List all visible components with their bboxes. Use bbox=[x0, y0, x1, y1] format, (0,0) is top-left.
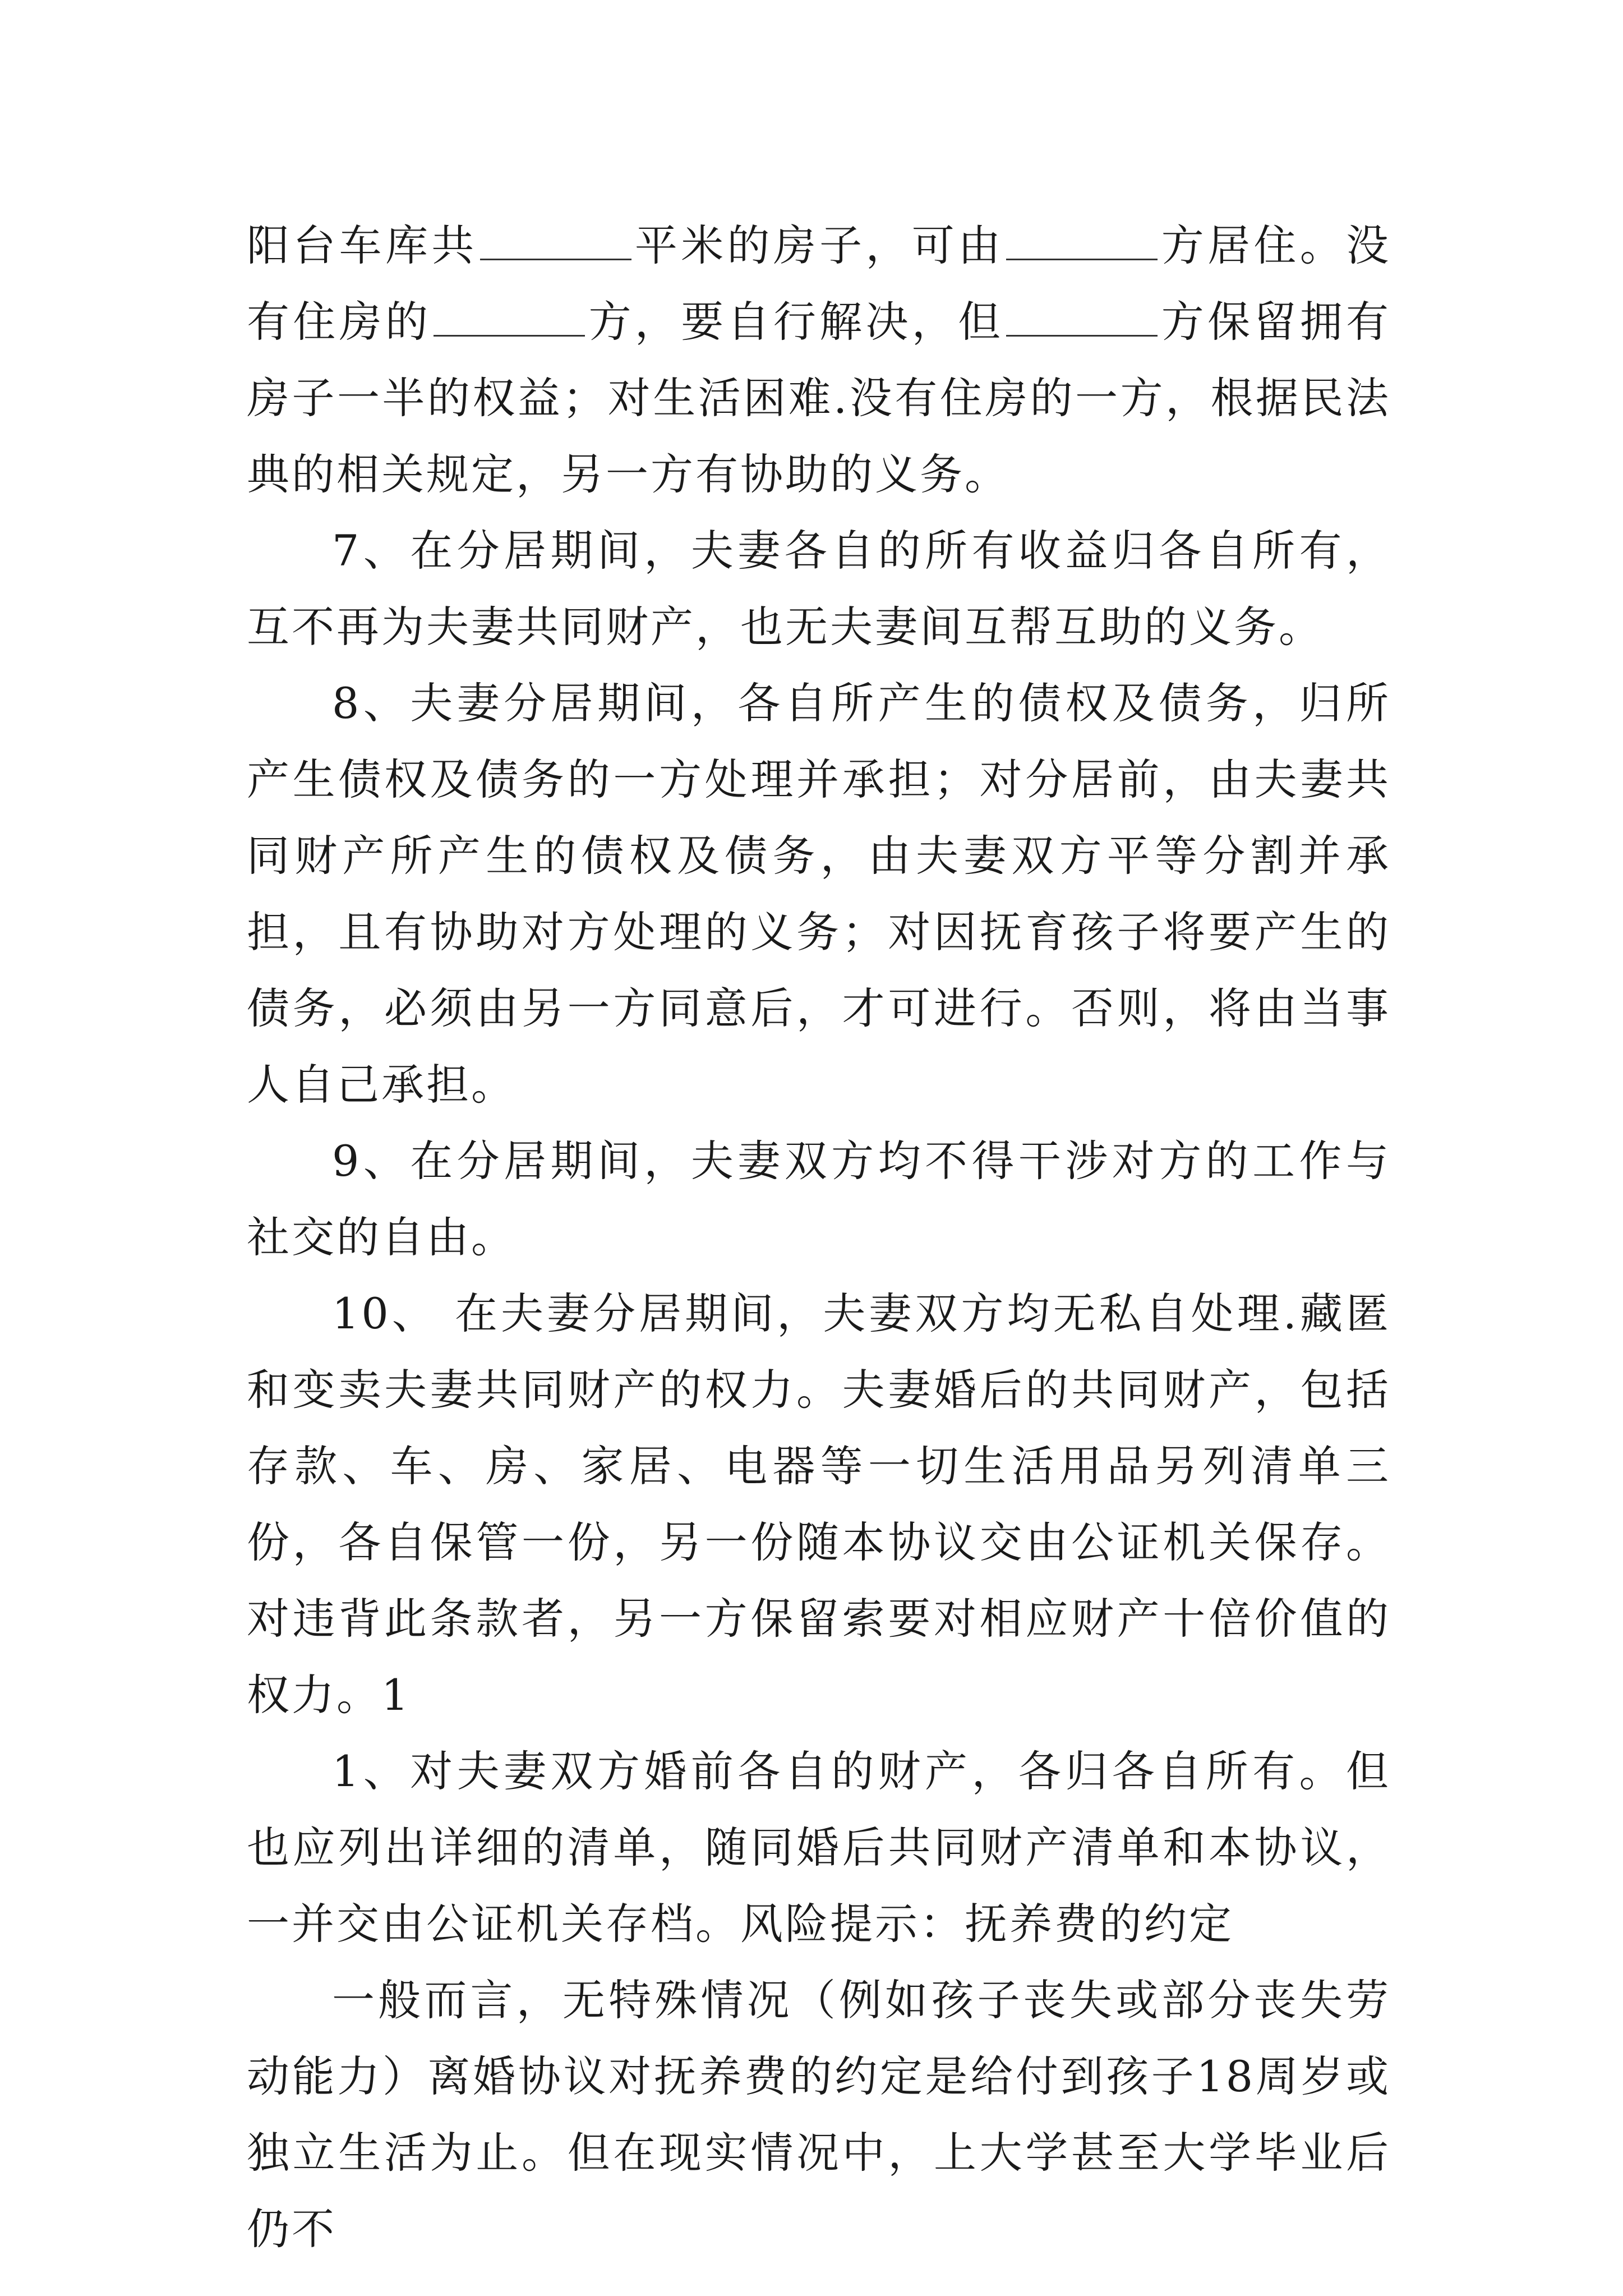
fill-in-blank bbox=[1006, 301, 1158, 337]
paragraph-p-8 bbox=[247, 665, 1391, 1123]
paragraph-p-housing bbox=[247, 208, 1391, 513]
fill-in-blank bbox=[480, 225, 631, 260]
paragraph-text: 方居住。没有住房的 bbox=[247, 220, 1391, 347]
paragraph-p-11 bbox=[247, 1733, 1391, 1962]
paragraph-p-7 bbox=[247, 513, 1391, 665]
paragraph-text: 平米的房子，可由 bbox=[633, 220, 1004, 270]
paragraph-text: 8、夫妻分居期间，各自所产生的债权及债务，归所产生债权及债务的一方处理并承担；对分居前，由夫妻共同财产所产生的债权及债务，由夫妻双方平等分割并承担，且有协助对方处理的义务；对因抚育孩子将要产生的债务，必须由另一方同意后，才可进行。否则，将由当事人自己承担。 bbox=[247, 678, 1391, 1110]
paragraph-text: 方保留拥有房子一半的权益；对生活困难.没有住房的一方，根据民法典的相关规定，另一方有协助的义务。 bbox=[247, 297, 1391, 499]
paragraph-text: 一般而言，无特殊情况（例如孩子丧失或部分丧失劳动能力）离婚协议对抚养费的约定是给付到孩子18周岁或独立生活为止。但在现实情况中，上大学甚至大学毕业后仍不 bbox=[247, 1975, 1391, 2254]
paragraph-text: 1、对夫妻双方婚前各自的财产，各归各自所有。但也应列出详细的清单，随同婚后共同财产清单和本协议，一并交由公证机关存档。风险提示：抚养费的约定 bbox=[247, 1746, 1391, 1949]
paragraph-text: 9、在分居期间，夫妻双方均不得干涉对方的工作与社交的自由。 bbox=[247, 1136, 1391, 1262]
paragraph-text: 方，要自行解决，但 bbox=[587, 297, 1004, 347]
paragraph-text: 10、 在夫妻分居期间，夫妻双方均无私自处理.藏匿和变卖夫妻共同财产的权力。夫妻婚后的共同财产，包括存款、车、房、家居、电器等一切生活用品另列清单三份，各自保管一份，另一份随本协议交由公证机关保存。对违背此条款者，另一方保留索要对相应财产十倍价值的权力。1 bbox=[247, 1289, 1391, 1720]
paragraph-p-10 bbox=[247, 1276, 1391, 1733]
fill-in-blank bbox=[434, 301, 585, 337]
paragraph-text: 阳台车库共 bbox=[247, 220, 478, 270]
fill-in-blank bbox=[1006, 225, 1158, 260]
paragraph-text: 7、在分居期间，夫妻各自的所有收益归各自所有，互不再为夫妻共同财产，也无夫妻间互帮互助的义务。 bbox=[247, 526, 1391, 652]
paragraph-p-general bbox=[247, 1962, 1391, 2267]
document-body bbox=[247, 208, 1391, 2267]
paragraph-p-9 bbox=[247, 1123, 1391, 1276]
